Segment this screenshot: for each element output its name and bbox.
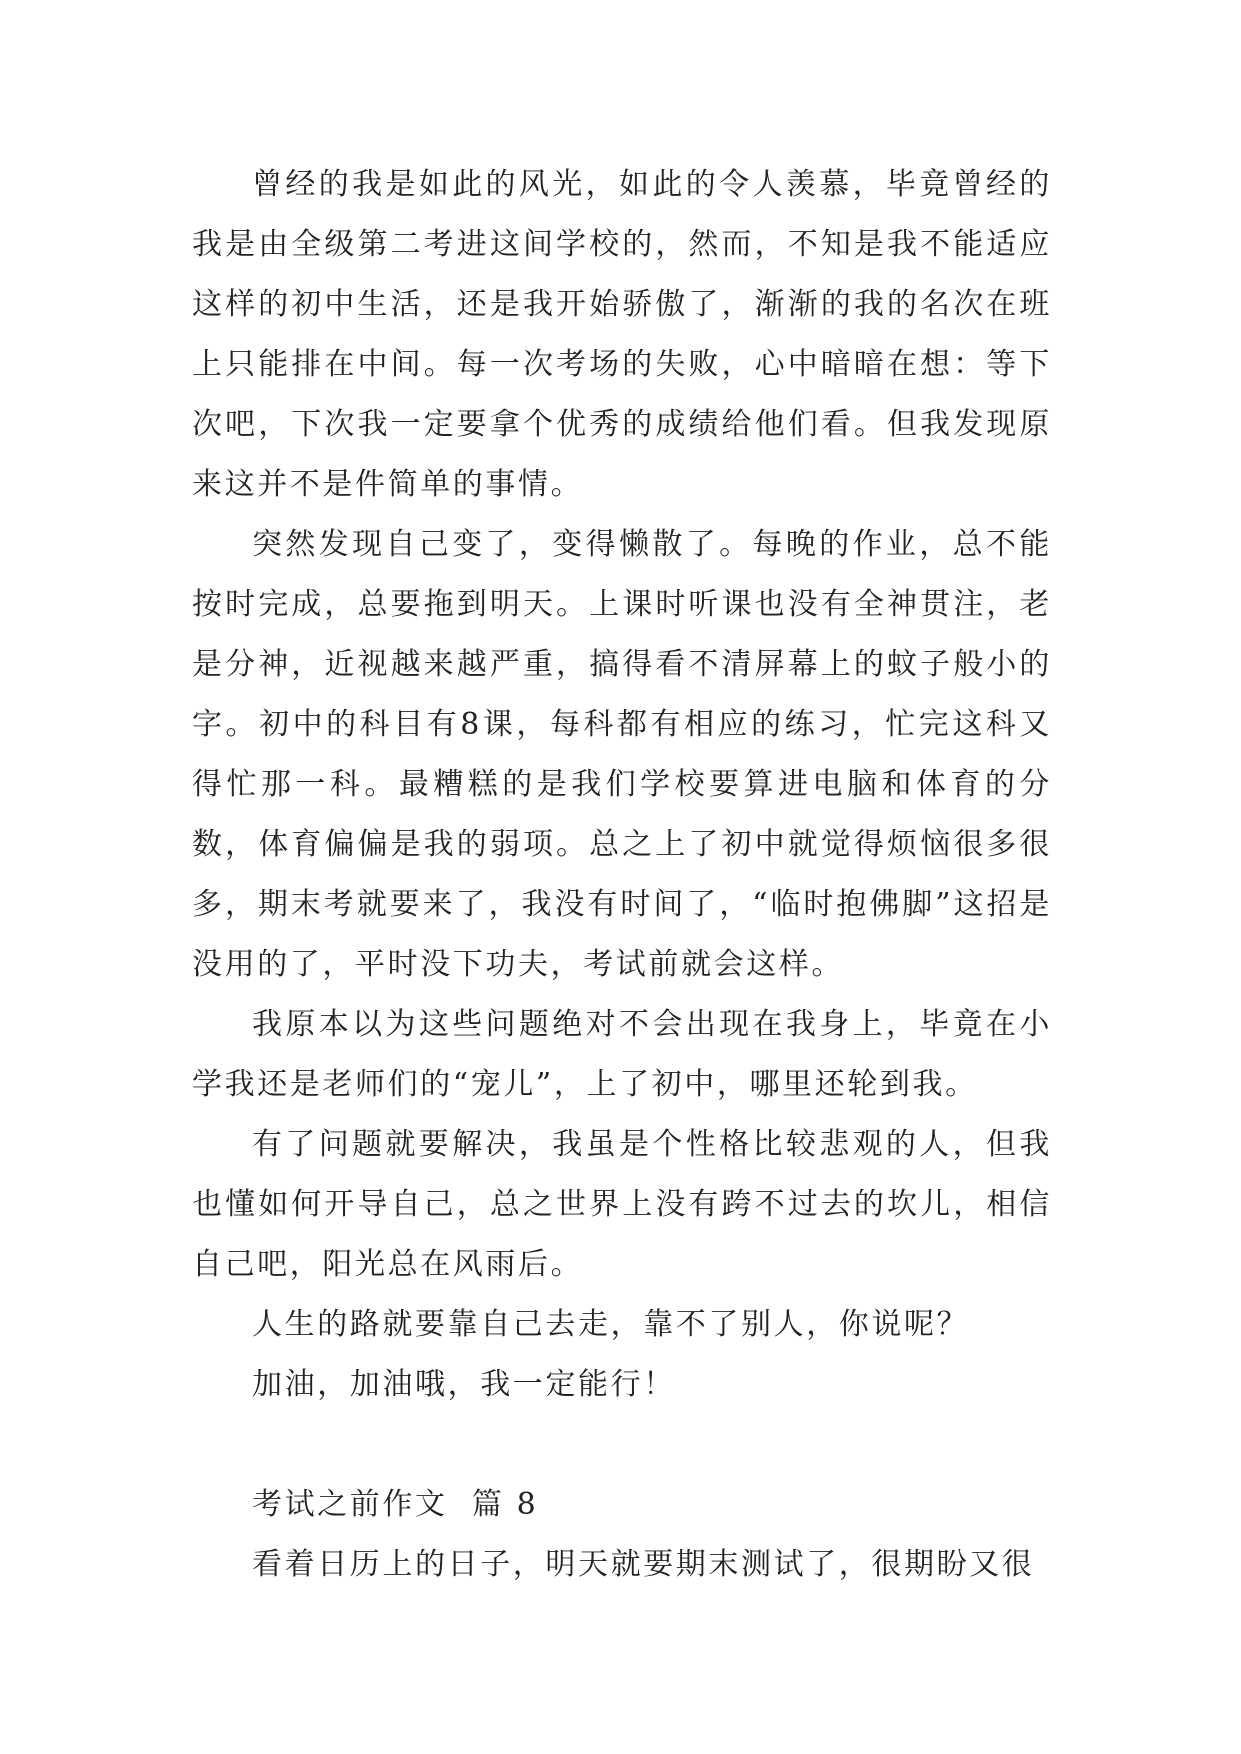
paragraph: 看着日历上的日子，明天就要期末测试了，很期盼又很 (252, 1547, 1035, 1582)
paragraph: 曾经的我是如此的风光，如此的令人羡慕，毕竟曾经的我是由全级第二考进这间学校的，然而，不知是我不能适应这样的初中生活，还是我开始骄傲了，渐渐的我的名次在班上只能排在中间。每一次考场的失败，心中暗暗在想：等下次吧，下次我一定要拿个优秀的成绩给他们看。但我发现原来这并不是件简单的事情。 (192, 167, 1052, 502)
document-body (192, 155, 1052, 1595)
paragraph: 我原本以为这些问题绝对不会出现在我身上，毕竟在小学我还是老师们的“宠儿”，上了初中，哪里还轮到我。 (192, 1007, 1052, 1102)
paragraph: 人生的路就要靠自己去走，靠不了别人，你说呢？ (252, 1307, 970, 1342)
paragraph: 突然发现自己变了，变得懒散了。每晚的作业，总不能按时完成，总要拖到明天。上课时听课也没有全神贯注，老是分神，近视越来越严重，搞得看不清屏幕上的蚊子般小的字。初中的科目有8课，每科都有相应的练习，忙完这科又得忙那一科。最糟糕的是我们学校要算进电脑和体育的分数，体育偏偏是我的弱项。总之上了初中就觉得烦恼很多很多，期末考就要来了，我没有时间了，“临时抱佛脚”这招是没用的了，平时没下功夫，考试前就会这样。 (192, 527, 1052, 982)
section-heading: 考试之前作文 篇 8 (252, 1487, 539, 1522)
paragraph: 加油，加油哦，我一定能行！ (252, 1367, 676, 1402)
paragraph: 有了问题就要解决，我虽是个性格比较悲观的人，但我也懂如何开导自己，总之世界上没有跨不过去的坎儿，相信自己吧，阳光总在风雨后。 (192, 1127, 1052, 1282)
